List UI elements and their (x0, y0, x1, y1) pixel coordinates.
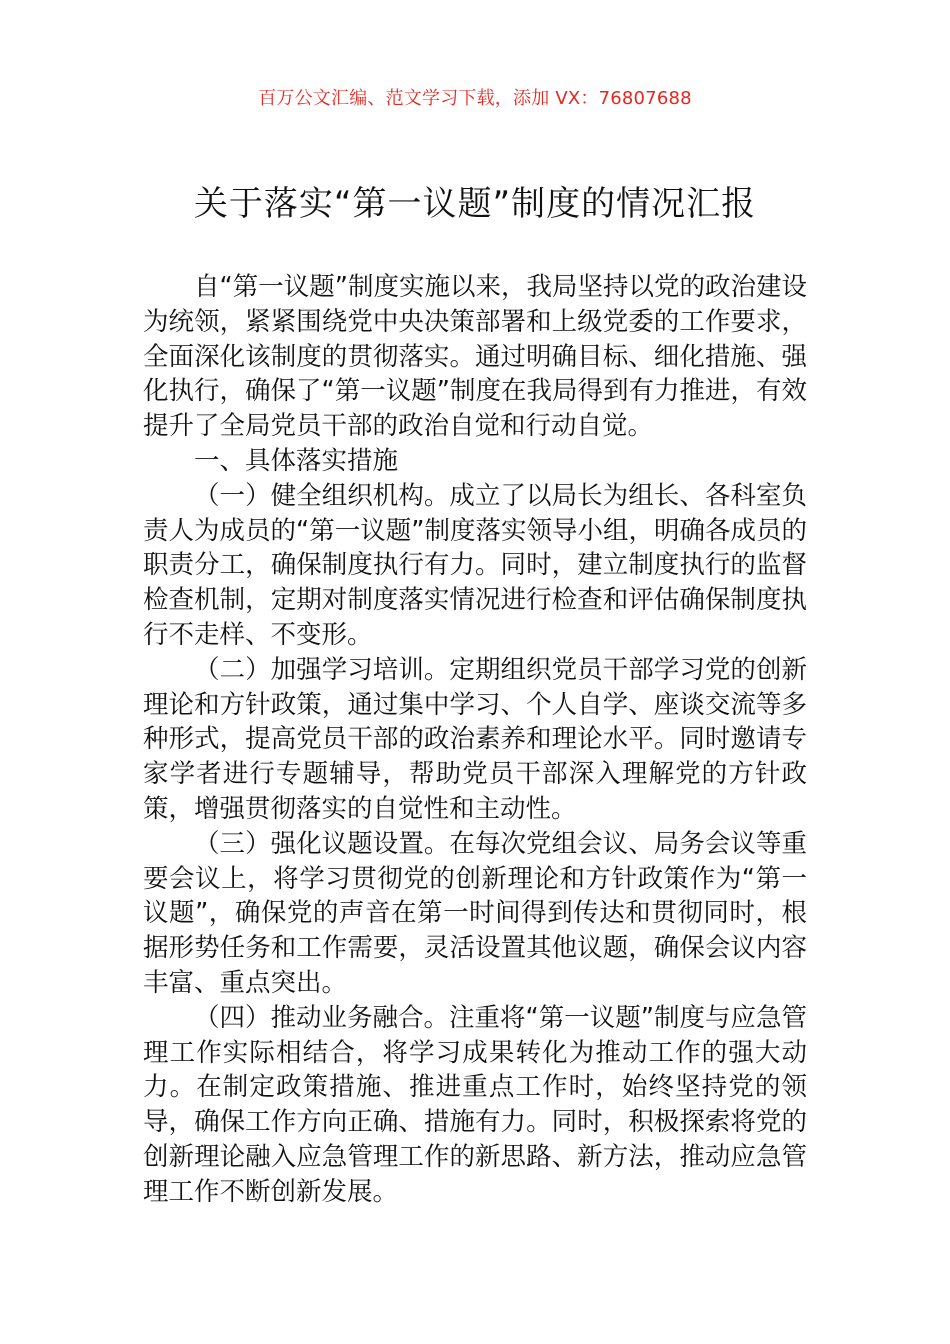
paragraph-item-4: （四）推动业务融合。注重将“第一议题”制度与应急管理工作实际相结合，将学习成果转化为推动工作的强大动力。在制定政策措施、推进重点工作时，始终坚持党的领导，确保工作方向正确、措施有力。同时，积极探索将党的创新理论融入应急管理工作的新思路、新方法，推动应急管理工作不断创新发展。 (143, 1002, 807, 1207)
paragraph-item-2: （二）加强学习培训。定期组织党员干部学习党的创新理论和方针政策，通过集中学习、个人自学、座谈交流等多种形式，提高党员干部的政治素养和理论水平。同时邀请专家学者进行专题辅导，帮助党员干部深入理解党的方针政策，增强贯彻落实的自觉性和主动性。 (143, 654, 807, 824)
header-watermark-note: 百万公文汇编、范文学习下载，添加 VX：76807688 (258, 88, 692, 109)
paragraph-item-3: （三）强化议题设置。在每次党组会议、局务会议等重要会议上，将学习贯彻党的创新理论和方针政策作为“第一议题”，确保党的声音在第一时间得到传达和贯彻同时，根据形势任务和工作需要，灵活设置其他议题，确保会议内容丰富、重点突出。 (143, 828, 807, 998)
document-title: 关于落实“第一议题”制度的情况汇报 (193, 184, 757, 224)
document-body (143, 270, 807, 1210)
paragraph-item-1: （一）健全组织机构。成立了以局长为组长、各科室负责人为成员的“第一议题”制度落实领导小组，明确各成员的职责分工，确保制度执行有力。同时，建立制度执行的监督检查机制，定期对制度落实情况进行检查和评估确保制度执行不走样、不变形。 (143, 480, 807, 650)
intro-paragraph: 自“第一议题”制度实施以来，我局坚持以党的政治建设为统领，紧紧围绕党中央决策部署和上级党委的工作要求，全面深化该制度的贯彻落实。通过明确目标、细化措施、强化执行，确保了“第一议题”制度在我局得到有力推进，有效提升了全局党员干部的政治自觉和行动自觉。 (143, 272, 807, 442)
section-heading: 一、具体落实措施 (194, 445, 399, 476)
